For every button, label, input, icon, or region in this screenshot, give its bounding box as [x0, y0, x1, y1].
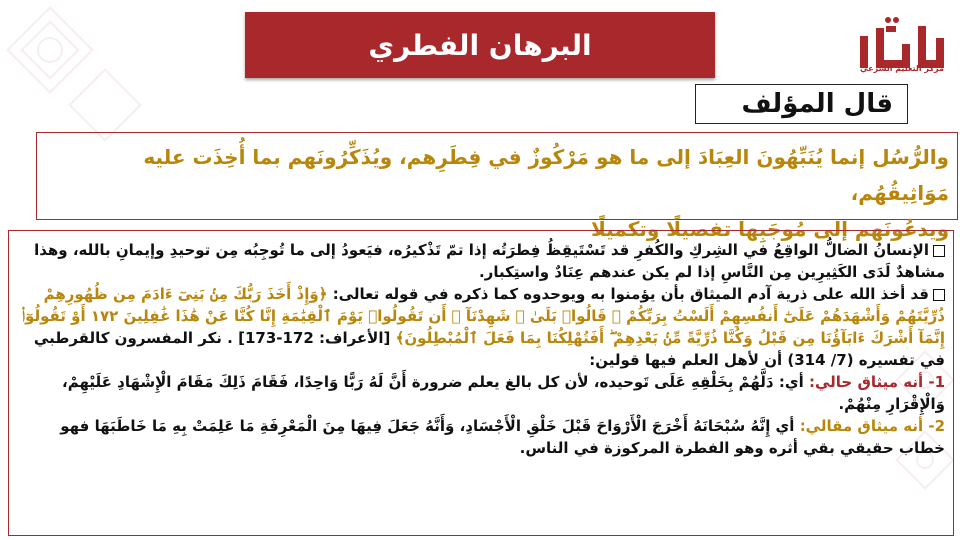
explanation-box — [8, 230, 954, 536]
checkbox-bullet-icon — [933, 289, 945, 301]
opinion-1 — [17, 371, 945, 415]
paragraph-1-text: الإنسانُ الضالُّ الواقِعُ في الشِركِ والكُفرِ قد تَسْتَيقِظُ فِطرَتُه إذا تمّ تَذْكيرُه، فيَعودُ إلى ما تُوجِبُه مِن توحيدِ وإيمانِ بالله، وهذا مشاهدٌ لَدَى الكَثِيرِين مِن النَّاسِ إذا لم يكن عندهم عِنَادٌ واستِكبار. — [34, 241, 945, 281]
quote-line-2: ويدعُونَهم إلى مُوجَبِها تفصيلًا وتكميلًا — [590, 217, 949, 241]
quran-verse: ﴿وَإِذْ أَخَذَ رَبُّكَ مِنۢ بَنِىٓ ءَادَمَ مِن ظُهُورِهِمْ ذُرِّيَّتَهُمْ وَأَشْهَدَهُمْ عَلَىٰٓ أَنفُسِهِمْ أَلَسْتُ بِرَبِّكُمْ ۖ قَالُوا۟ بَلَىٰ ۛ شَهِدْنَآ ۛ أَن تَقُولُوا۟ يَوْمَ ٱلْقِيَٰمَةِ إِنَّا كُنَّا عَنْ هَٰذَا غَٰفِلِينَ ١٧٢ أَوْ تَقُولُوٓا۟ إِنَّمَآ أَشْرَكَ ءَابَآؤُنَا مِن قَبْلُ وَكُنَّا ذُرِّيَّةً مِّنۢ بَعْدِهِمْ ۖ أَفَتُهْلِكُنَا بِمَا فَعَلَ ٱلْمُبْطِلُونَ﴾ — [21, 285, 945, 347]
logo-subtitle: مركز التعليم الشرعي — [860, 64, 944, 73]
paragraph-2-intro: قد أخذ الله على ذرية آدم الميثاق بأن يؤمنوا به ويوحدوه كما ذكره في قوله تعالى: — [332, 285, 929, 303]
page-title: البرهان الفطري — [368, 28, 592, 62]
opinion-2-label: 2- أنه ميثاق مقالي: — [799, 417, 945, 435]
quote-line-1: والرُّسُل إنما يُنَبِّهُونَ العِبَادَ إلى ما هو مَرْكُوزٌ في فِطَرِهم، ويُذَكِّرُونَهم بما أُخِذَت عليه مَوَاثِيقُهُم، — [143, 145, 949, 205]
verse-reference: [الأعراف: 172-173] . نكر المفسرون كالقرطبي في تفسيره (7/ 314) أن لأهل العلم فيها قولين: — [33, 329, 945, 369]
checkbox-bullet-icon — [933, 245, 945, 257]
opinion-1-label: 1- أنه ميثاق حالي: — [808, 373, 945, 391]
opinion-1-text: أي: دَلَّهُمْ بِخَلْقِهِ عَلَى تَوحيده، لأن كل بالغ يعلم ضرورة أَنَّ لَهُ رَبًّا وَاحِدًا، فَقَامَ ذَلِكَ مَقَامَ الْإِشْهَادِ عَلَيْهِمْ، وَالْإِقْرَارِ مِنْهُمْ. — [62, 373, 945, 413]
paragraph-2 — [17, 283, 945, 371]
paragraph-1 — [17, 239, 945, 283]
opinion-2 — [17, 415, 945, 459]
author-quote — [36, 132, 958, 241]
logo-icon — [846, 8, 954, 88]
author-heading-box — [695, 84, 908, 124]
opinion-2-text: أي إِنَّهُ سُبْحَانَهُ أَخْرَجَ الْأَرْوَاحَ قَبْلَ خَلْقِ الْأَجْسَادِ، وَأَنَّهُ جَعَلَ فِيهَا مِنَ الْمَعْرِفَةِ مَا عَلِمَتْ بِهِ مَا خَاطَبَهَا فهو خطاب حقيقي بقي أثره وهو الفطرة المركوزة في الناس. — [60, 417, 945, 457]
author-heading: قال المؤلف — [741, 89, 893, 119]
title-bar — [245, 12, 715, 78]
